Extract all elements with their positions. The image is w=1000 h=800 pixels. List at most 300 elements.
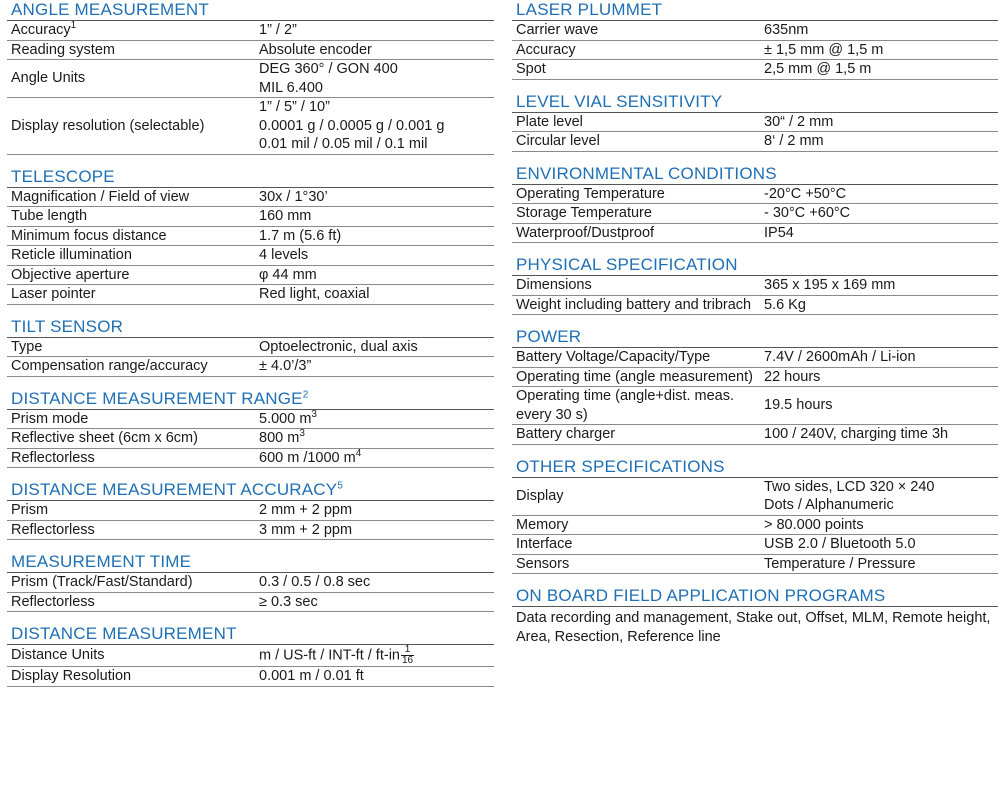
spec-value [760, 367, 998, 387]
spec-key [512, 515, 760, 535]
spec-key [7, 207, 255, 227]
spec-row [7, 573, 494, 592]
spec-key [512, 478, 760, 516]
spec-value [760, 554, 998, 574]
spec-value-text: - 30°C +60°C [764, 205, 851, 221]
spec-value [255, 21, 494, 40]
spec-value [255, 246, 494, 266]
spec-row [7, 448, 494, 468]
spec-key-text: Reading system [11, 41, 115, 58]
spec-section-angle [7, 0, 494, 155]
spec-value [255, 429, 494, 449]
spec-key-text: Operating Temperature [516, 185, 665, 202]
spec-key-text: Spot [516, 61, 546, 77]
section-title-text: TILT SENSOR [11, 316, 124, 336]
spec-value-line [764, 276, 994, 295]
spec-section-tilt [7, 317, 494, 377]
spec-value-text: 100 / 240V, charging time 3h [764, 426, 949, 442]
section-title [512, 255, 998, 276]
spec-value [255, 285, 494, 305]
spec-key [7, 285, 255, 305]
spec-value [255, 573, 494, 592]
spec-key-text: Plate level [516, 113, 583, 130]
spec-value-line [259, 357, 490, 376]
spec-value-footnote: 3 [299, 428, 305, 440]
spec-value-line [259, 338, 490, 357]
spec-key-text: Distance Units [11, 647, 105, 664]
spec-key-text: Operating time (angle measurement) [516, 368, 753, 385]
spec-key [7, 357, 255, 377]
spec-row [512, 113, 998, 132]
spec-value [255, 448, 494, 468]
spec-key [512, 40, 760, 60]
spec-section-dist-range [7, 389, 494, 469]
spec-value-text: 8‘ / 2 mm [764, 133, 824, 149]
spec-row [7, 429, 494, 449]
spec-key [512, 348, 760, 367]
section-title-footnote: 2 [302, 388, 309, 400]
spec-value [760, 40, 998, 60]
spec-key [7, 60, 255, 98]
spec-row [512, 425, 998, 445]
spec-value-text: Temperature / Pressure [764, 555, 916, 572]
spec-value-text: IP54 [764, 224, 794, 241]
spec-key-text: Laser pointer [11, 286, 96, 302]
spec-key [512, 387, 760, 425]
section-title [7, 389, 494, 410]
spec-row [512, 132, 998, 152]
spec-row [512, 387, 998, 425]
spec-table [512, 185, 998, 244]
spec-value [255, 226, 494, 246]
spec-key-text: Waterproof/Dustproof [516, 224, 655, 241]
spec-value-line [764, 425, 994, 444]
spec-row [7, 207, 494, 227]
spec-table [512, 276, 998, 315]
spec-table [7, 338, 494, 377]
spec-key [512, 204, 760, 224]
spec-value-line [259, 521, 490, 540]
spec-section-plummet [512, 0, 998, 80]
spec-key [512, 113, 760, 132]
spec-section-dist-meas [7, 624, 494, 687]
section-title [7, 317, 494, 338]
spec-row [7, 520, 494, 540]
section-title-text: OTHER SPECIFICATIONS [516, 456, 725, 476]
spec-value-text: > 80.000 points [764, 516, 864, 533]
spec-table [7, 21, 494, 155]
spec-section-power [512, 327, 998, 445]
spec-key [512, 223, 760, 243]
spec-key [7, 448, 255, 468]
spec-table [512, 113, 998, 152]
spec-key-text: Tube length [11, 208, 88, 224]
spec-key-text: Prism [11, 502, 49, 518]
spec-value-line [764, 113, 994, 132]
spec-row [7, 592, 494, 612]
spec-key [512, 21, 760, 40]
spec-key-text: Dimensions [516, 277, 592, 293]
spec-value [760, 223, 998, 243]
spec-key-text: Prism mode [11, 410, 89, 427]
spec-row [7, 338, 494, 357]
spec-value-text: m / US-ft / INT-ft / ft-in [259, 647, 400, 664]
spec-value-line [764, 185, 994, 204]
spec-key [7, 410, 255, 429]
spec-table [7, 188, 494, 305]
spec-row [7, 645, 494, 667]
spec-row [512, 367, 998, 387]
spec-value-line [259, 410, 490, 429]
spec-value-text: φ 44 mm [259, 266, 317, 283]
spec-value-line [259, 98, 490, 117]
section-title [512, 586, 998, 607]
spec-table [7, 645, 494, 687]
spec-value-line [259, 60, 490, 79]
fraction [401, 645, 414, 666]
spec-key [512, 367, 760, 387]
spec-key [512, 132, 760, 152]
spec-value-line [259, 449, 490, 468]
spec-value-line [764, 555, 994, 574]
spec-value-line [259, 21, 490, 40]
spec-value-text: 800 m [259, 430, 300, 446]
spec-value-text: 635nm [764, 22, 809, 38]
spec-section-telescope [7, 167, 494, 305]
spec-value [760, 113, 998, 132]
section-title-text: ON BOARD FIELD APPLICATION PROGRAMS [516, 586, 886, 605]
spec-value-line [764, 396, 994, 415]
spec-value-text: ≥ 0.3 sec [259, 593, 318, 610]
spec-value [255, 338, 494, 357]
spec-key [7, 645, 255, 667]
spec-value-text: MIL 6.400 [259, 79, 323, 96]
spec-value [255, 98, 494, 155]
spec-value [255, 357, 494, 377]
spec-key-text: Accuracy [11, 22, 71, 38]
spec-value-line [764, 60, 994, 79]
spec-value-text: 0.001 m / 0.01 ft [259, 668, 364, 684]
spec-key-text: Display resolution (selectable) [11, 117, 205, 134]
spec-key-text: Reflective sheet (6cm x 6cm) [11, 430, 198, 446]
spec-value-line [259, 135, 490, 154]
section-title [7, 624, 494, 645]
spec-key-text: Objective aperture [11, 266, 130, 283]
spec-row [512, 40, 998, 60]
spec-value-text: 19.5 hours [764, 397, 833, 414]
spec-key-footnote: 1 [70, 20, 77, 32]
spec-value-line [259, 501, 490, 520]
spec-value-text: 2 mm + 2 ppm [259, 502, 353, 518]
spec-value [255, 520, 494, 540]
spec-key-text: Reticle illumination [11, 247, 132, 263]
spec-value [760, 478, 998, 516]
spec-key [512, 60, 760, 80]
spec-value [760, 387, 998, 425]
right-column [512, 0, 998, 660]
spec-key-text: Reflectorless [11, 521, 95, 538]
spec-value-line [259, 429, 490, 448]
spec-value-line [259, 41, 490, 60]
spec-row [512, 223, 998, 243]
spec-row [512, 60, 998, 80]
spec-value [255, 207, 494, 227]
spec-value [760, 21, 998, 40]
spec-value-text: 5.000 m [259, 410, 312, 427]
spec-value-line [764, 496, 994, 515]
spec-value-text: DEG 360° / GON 400 [259, 61, 398, 77]
spec-value-line [259, 573, 490, 592]
spec-key-text: Carrier wave [516, 22, 599, 38]
spec-key-text: Magnification / Field of view [11, 188, 190, 205]
spec-key [7, 573, 255, 592]
spec-key [7, 246, 255, 266]
spec-value-line [259, 227, 490, 246]
spec-key [7, 338, 255, 357]
spec-row [7, 98, 494, 155]
spec-key [512, 554, 760, 574]
spec-row [7, 21, 494, 40]
spec-value-text: 2,5 mm @ 1,5 m [764, 61, 872, 77]
spec-section-dist-acc [7, 480, 494, 540]
spec-key [7, 501, 255, 520]
spec-value [760, 425, 998, 445]
spec-row [7, 410, 494, 429]
spec-row [512, 21, 998, 40]
spec-table [7, 501, 494, 540]
spec-value [255, 188, 494, 207]
spec-value [760, 348, 998, 367]
spec-value-line [764, 478, 994, 497]
section-title [7, 167, 494, 188]
spec-value [760, 185, 998, 204]
spec-section-env [512, 164, 998, 244]
spec-value-text: 22 hours [764, 368, 821, 385]
spec-row [7, 40, 494, 60]
section-title [7, 552, 494, 573]
spec-section-vial [512, 92, 998, 152]
spec-value-text: Two sides, LCD 320 × 240 [764, 478, 935, 495]
spec-row [7, 246, 494, 266]
spec-value-text: 30“ / 2 mm [764, 113, 834, 130]
spec-value [255, 60, 494, 98]
spec-value-line [259, 246, 490, 265]
spec-row [512, 185, 998, 204]
spec-key [7, 667, 255, 687]
spec-value-line [764, 348, 994, 367]
spec-row [512, 204, 998, 224]
spec-value-text: 5.6 Kg [764, 296, 806, 313]
spec-row [512, 515, 998, 535]
spec-value-footnote: 4 [355, 447, 362, 459]
spec-key-text: Interface [516, 536, 573, 552]
spec-key [512, 185, 760, 204]
section-title [7, 480, 494, 501]
spec-value-text: 0.01 mil / 0.05 mil / 0.1 mil [259, 136, 428, 152]
section-title [512, 164, 998, 185]
spec-value-line [764, 224, 994, 243]
spec-value-line [764, 204, 994, 223]
spec-value [760, 204, 998, 224]
spec-value [760, 276, 998, 295]
spec-value-text: 0.0001 g / 0.0005 g / 0.001 g [259, 117, 445, 134]
spec-table [7, 573, 494, 612]
spec-key-text: Battery charger [516, 426, 616, 442]
section-title-text: LEVEL VIAL SENSITIVITY [516, 91, 723, 111]
spec-key-text: Reflectorless [11, 449, 95, 466]
spec-row [512, 276, 998, 295]
spec-value [760, 295, 998, 315]
section-title-text: MEASUREMENT TIME [11, 552, 192, 571]
spec-key [512, 276, 760, 295]
spec-key-text: Circular level [516, 133, 600, 149]
spec-table [512, 21, 998, 80]
spec-value-line [764, 535, 994, 554]
spec-value [760, 535, 998, 555]
spec-value-line [764, 516, 994, 535]
spec-value-text: 1” / 2” [259, 22, 297, 38]
spec-key-text: Memory [516, 516, 569, 533]
spec-value-text: 160 mm [259, 208, 312, 224]
spec-value [760, 515, 998, 535]
spec-value-line [259, 266, 490, 285]
spec-key [7, 429, 255, 449]
programs-text: Data recording and management, Stake out, Offset, MLM, Remote height, Area, Resection, Reference line [516, 610, 991, 645]
spec-key [7, 592, 255, 612]
spec-value-line [259, 593, 490, 612]
spec-value-line [259, 667, 490, 686]
spec-key [7, 21, 255, 40]
spec-value-text: Absolute encoder [259, 41, 372, 58]
section-title [7, 0, 494, 21]
section-title-text: DISTANCE MEASUREMENT [11, 624, 237, 643]
spec-row [512, 348, 998, 367]
spec-value-text: 1.7 m (5.6 ft) [259, 227, 342, 244]
spec-table [512, 348, 998, 445]
fraction-denominator: 16 [401, 655, 414, 666]
spec-key [512, 295, 760, 315]
spec-value-text: 3 mm + 2 ppm [259, 521, 353, 538]
spec-key-text: Accuracy [516, 41, 576, 58]
spec-key-text: Sensors [516, 555, 570, 572]
section-title-footnote: 5 [337, 480, 344, 492]
spec-table [7, 410, 494, 469]
spec-key [7, 40, 255, 60]
spec-key [512, 425, 760, 445]
spec-table [512, 478, 998, 575]
spec-value-line [764, 296, 994, 315]
section-title [512, 327, 998, 348]
left-column [7, 0, 494, 699]
spec-key-text: Weight including battery and tribrach [516, 296, 752, 313]
spec-value-line [259, 645, 490, 666]
spec-key-text: Compensation range/accuracy [11, 358, 208, 374]
section-title-text: ANGLE MEASUREMENT [11, 0, 209, 19]
spec-key [7, 226, 255, 246]
spec-value-text: ± 1,5 mm @ 1,5 m [764, 41, 884, 58]
spec-value-footnote: 3 [311, 408, 317, 420]
spec-row [512, 295, 998, 315]
spec-row [7, 188, 494, 207]
spec-value [255, 592, 494, 612]
spec-key [512, 535, 760, 555]
spec-value-text: 30x / 1°30’ [259, 188, 328, 205]
spec-value-text: 365 x 195 x 169 mm [764, 277, 896, 293]
spec-key-text: Reflectorless [11, 593, 95, 610]
spec-value-text: 1” / 5” / 10” [259, 99, 330, 115]
section-title-text: LASER PLUMMET [516, 0, 663, 19]
section-title-text: TELESCOPE [11, 166, 115, 186]
spec-value-line [764, 41, 994, 60]
spec-value [760, 132, 998, 152]
spec-value-text: Red light, coaxial [259, 286, 370, 302]
spec-row [7, 667, 494, 687]
spec-key [7, 265, 255, 285]
spec-value [255, 667, 494, 687]
spec-value [255, 265, 494, 285]
spec-row [512, 554, 998, 574]
section-title [512, 0, 998, 21]
spec-value-text: USB 2.0 / Bluetooth 5.0 [764, 536, 916, 552]
spec-value-text: Dots / Alphanumeric [764, 497, 894, 513]
spec-value-text: -20°C +50°C [764, 185, 847, 202]
spec-value-text: 600 m /1000 m [259, 449, 356, 466]
fraction-numerator: 1 [401, 645, 414, 656]
spec-value-line [764, 368, 994, 387]
spec-row [7, 285, 494, 305]
spec-value-line [259, 207, 490, 226]
spec-row [7, 60, 494, 98]
spec-key-text: Minimum focus distance [11, 227, 167, 244]
spec-value [255, 501, 494, 520]
section-title-text: POWER [516, 327, 582, 346]
spec-value-line [259, 79, 490, 98]
spec-value-line [764, 132, 994, 151]
spec-row [512, 535, 998, 555]
spec-value-line [764, 21, 994, 40]
spec-key-text: Storage Temperature [516, 205, 652, 221]
spec-row [7, 501, 494, 520]
spec-key [7, 520, 255, 540]
spec-section-other [512, 457, 998, 575]
spec-value-line [259, 285, 490, 304]
spec-value-text: Optoelectronic, dual axis [259, 338, 418, 355]
spec-key-text: Display Resolution [11, 668, 132, 684]
spec-value [255, 645, 494, 667]
spec-section-meas-time [7, 552, 494, 612]
section-title-text: ENVIRONMENTAL CONDITIONS [516, 163, 777, 183]
section-title-text: PHYSICAL SPECIFICATION [516, 255, 738, 274]
spec-value-text: 0.3 / 0.5 / 0.8 sec [259, 574, 371, 590]
spec-section-programs [512, 586, 998, 648]
spec-row [7, 265, 494, 285]
spec-key-text: Battery Voltage/Capacity/Type [516, 349, 711, 365]
spec-key-text: Type [11, 338, 43, 355]
spec-value [255, 410, 494, 429]
spec-section-phys [512, 255, 998, 315]
spec-key-text: Angle Units [11, 70, 86, 87]
section-title-text: DISTANCE MEASUREMENT RANGE [11, 388, 303, 408]
spec-key [7, 188, 255, 207]
spec-value-line [259, 188, 490, 207]
spec-row [512, 478, 998, 516]
spec-value-line [259, 117, 490, 136]
spec-key-text: Display [516, 487, 564, 504]
spec-key-text: Prism (Track/Fast/Standard) [11, 574, 193, 590]
section-title [512, 457, 998, 478]
section-title-text: DISTANCE MEASUREMENT ACCURACY [11, 480, 338, 499]
spec-value-text: 4 levels [259, 247, 309, 263]
